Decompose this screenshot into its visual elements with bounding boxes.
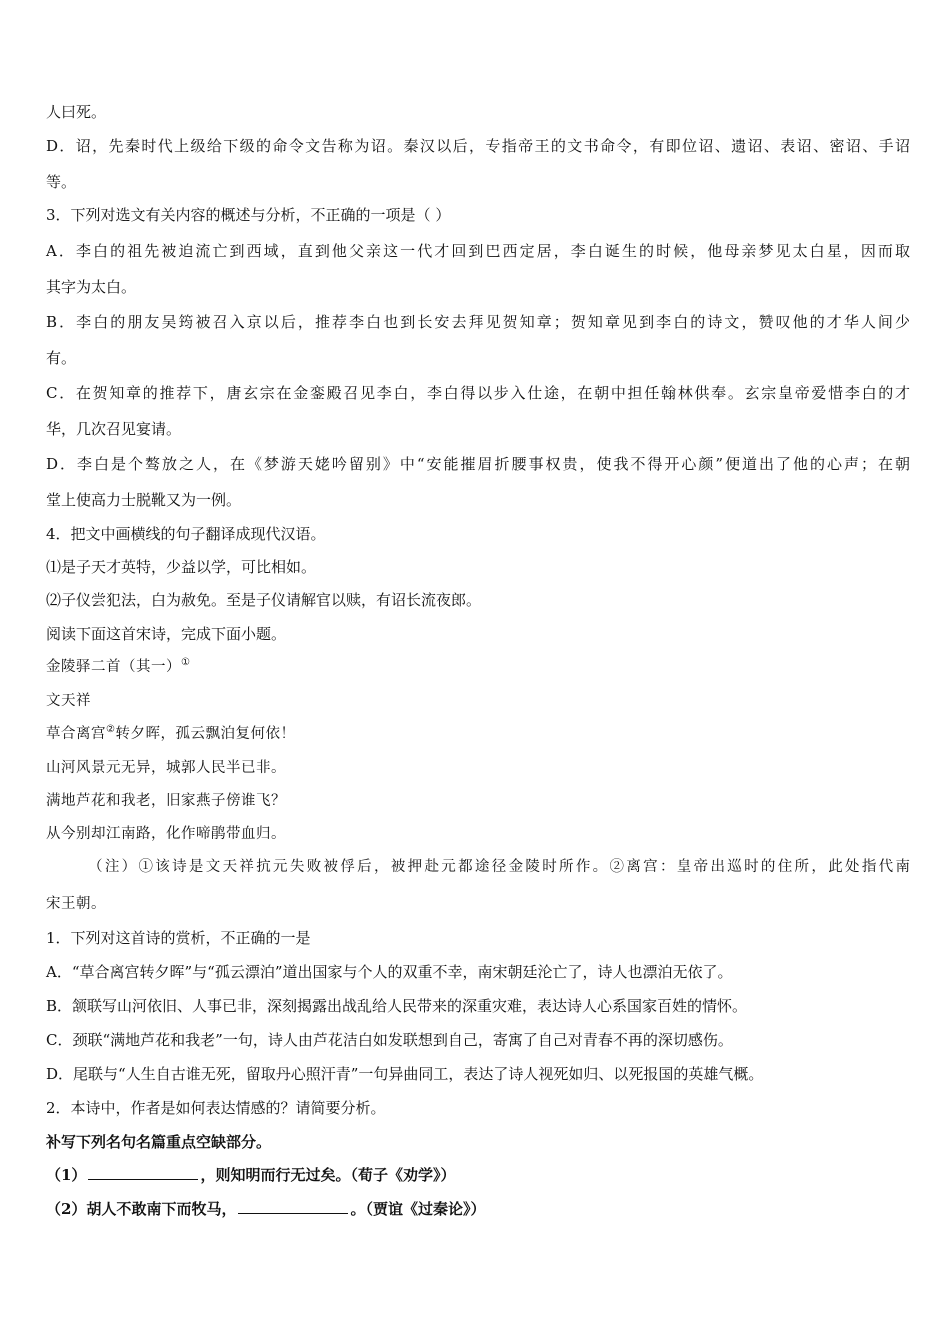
- poem-author: 文天祥: [46, 693, 91, 709]
- text-line: 人曰死。: [46, 103, 107, 121]
- text-line: 华，几次召见宴请。: [46, 420, 182, 438]
- footnote-marker: ①: [181, 657, 191, 669]
- text-line: 等。: [46, 173, 77, 191]
- text-line: 其字为太白。: [46, 278, 137, 296]
- answer-blank[interactable]: [88, 1165, 198, 1180]
- option-a-line: A．李白的祖先被迫流亡到西域，直到他父亲这一代才回到巴西定居，李白诞生的时候，他母亲梦见太白星，因而取: [46, 242, 910, 260]
- poem-note: 宋王朝。: [46, 896, 106, 912]
- poem-note: （注）①该诗是文天祥抗元失败被俘后，被押赴元都途径金陵时所作。②离宫：皇帝出巡时的住所，此处指代南: [88, 859, 910, 875]
- fill-item-2: （2）胡人不敢南下而牧马， 。（贾谊《过秦论》）: [46, 1200, 486, 1218]
- option-d: D．尾联与“人生自古谁无死，留取丹心照汗青”一句异曲同工，表达了诗人视死如归、以死报国的英雄气概。: [46, 1065, 764, 1083]
- footnote-marker: ②: [106, 724, 116, 736]
- question-4: 4．把文中画横线的句子翻译成现代汉语。: [46, 525, 326, 543]
- option-c-line: C．在贺知章的推荐下，唐玄宗在金銮殿召见李白，李白得以步入仕途，在朝中担任翰林供奉。玄宗皇帝爱惜李白的才: [46, 384, 910, 402]
- reading-instruction: 阅读下面这首宋诗，完成下面小题。: [46, 625, 287, 643]
- question-1: 1．下列对这首诗的赏析，不正确的一是: [46, 929, 311, 947]
- poem-line: 草合离宫②转夕晖，孤云飘泊复何依！: [46, 724, 296, 742]
- option-b: B．颔联写山河依旧、人事已非，深刻揭露出战乱给人民带来的深重灾难，表达诗人心系国家百姓的情怀。: [46, 997, 748, 1015]
- poem-line: 山河风景元无异，城郭人民半已非。: [46, 760, 286, 776]
- option-d-line: D．诏，先秦时代上级给下级的命令文告称为诏。秦汉以后，专指帝王的文书命令，有即位诏、遗诏、表诏、密诏、手诏: [46, 137, 910, 155]
- poem-title: 金陵驿二首（其一）①: [46, 657, 191, 675]
- option-b-line: B．李白的朋友吴筠被召入京以后，推荐李白也到长安去拜见贺知章；贺知章见到李白的诗文，赞叹他的才华人间少: [46, 313, 910, 331]
- sub-question: ⑴是子天才英特，少益以学，可比相如。: [46, 558, 317, 576]
- answer-blank[interactable]: [238, 1199, 348, 1214]
- poem-line: 满地芦花和我老，旧家燕子傍谁飞？: [46, 793, 286, 809]
- question-2: 2．本诗中，作者是如何表达情感的？请简要分析。: [46, 1099, 386, 1117]
- option-a: A．“草合离宫转夕晖”与“孤云漂泊”道出国家与个人的双重不幸，南宋朝廷沦亡了，诗人也漂泊无依了。: [46, 963, 733, 981]
- sub-question: ⑵子仪尝犯法，白为赦免。至是子仪请解官以赎，有诏长流夜郎。: [46, 591, 482, 609]
- poem-line: 从今别却江南路，化作啼鹃带血归。: [46, 826, 286, 842]
- fill-item-1: （1） ，则知明而行无过矣。（荀子《劝学》）: [46, 1166, 456, 1184]
- option-d-line: D．李白是个骜放之人，在《梦游天姥吟留别》中“安能摧眉折腰事权贵，使我不得开心颜”便道出了他的心声；在朝: [46, 455, 910, 473]
- text-line: 有。: [46, 349, 77, 367]
- text-line: 堂上使高力士脱靴又为一例。: [46, 491, 242, 509]
- question-3: 3．下列对选文有关内容的概述与分析，不正确的一项是（ ）: [46, 206, 451, 224]
- fill-section-title: 补写下列名句名篇重点空缺部分。: [46, 1133, 272, 1151]
- option-c: C．颈联“满地芦花和我老”一句，诗人由芦花洁白如发联想到自己，寄寓了自己对青春不再的深切感伤。: [46, 1031, 733, 1049]
